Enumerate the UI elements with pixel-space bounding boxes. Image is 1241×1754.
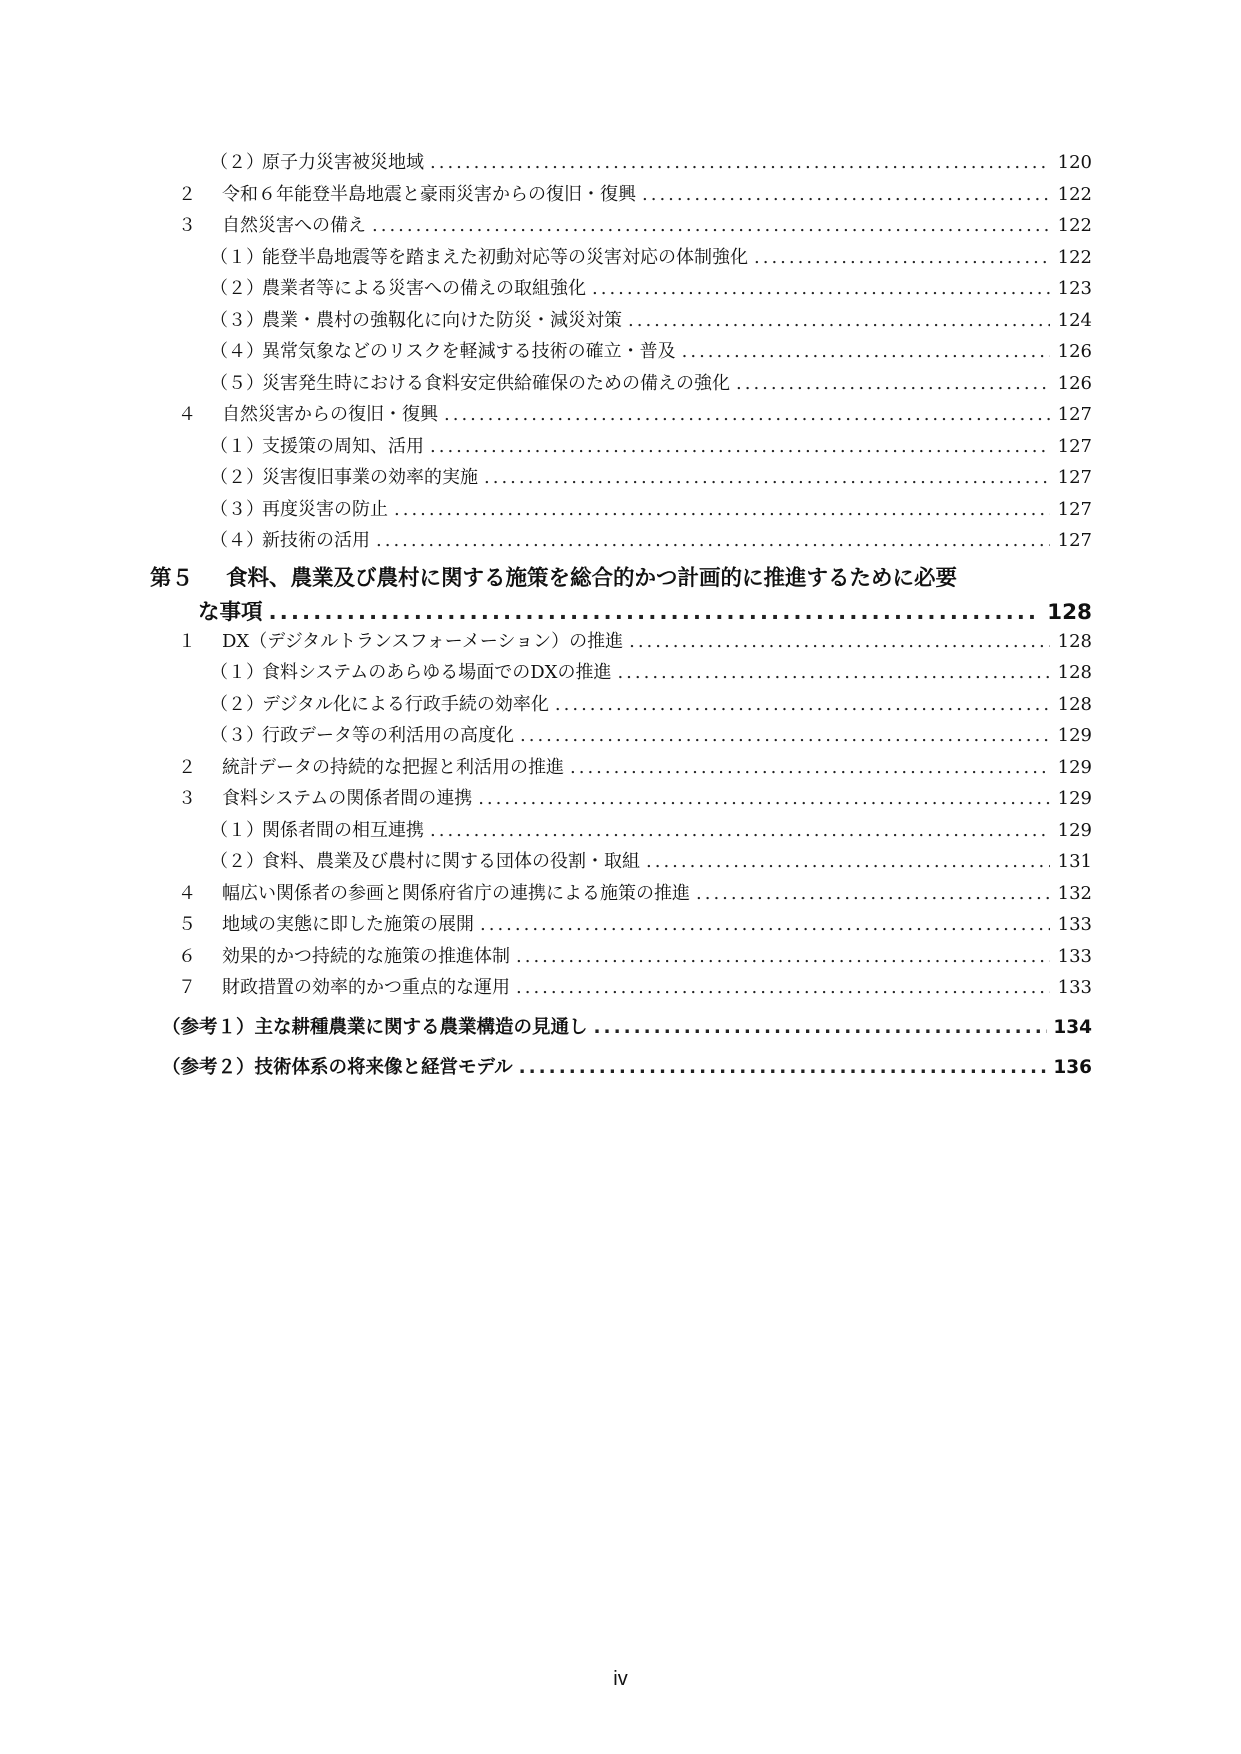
toc-entry[interactable]: ７ 財政措置の効率的かつ重点的な運用 ..... 133	[150, 973, 1092, 1005]
toc-entry-text: 能登半島地震等を踏まえた初動対応等の災害対応の体制強化	[262, 246, 748, 268]
leader-dots	[480, 914, 1050, 935]
toc-page-number: 129	[1057, 819, 1092, 841]
leader-dots	[520, 725, 1050, 746]
toc-entry-text: 自然災害からの復旧・復興	[222, 404, 438, 425]
toc-page-number: 129	[1057, 788, 1092, 809]
leader-dots	[682, 341, 1050, 362]
leader-dots	[444, 404, 1050, 425]
toc-page-number: 128	[1057, 693, 1092, 715]
toc-entry-text: （参考１）主な耕種農業に関する農業構造の見通し	[162, 1016, 588, 1038]
toc-entry-text: DX（デジタルトランスフォーメーション）の推進	[222, 630, 624, 652]
toc-entry-text: 令和６年能登半島地震と豪雨災害からの復旧・復興	[222, 183, 636, 205]
toc-chapter-heading[interactable]	[150, 561, 1092, 627]
table-of-contents	[150, 148, 1092, 1093]
toc-page-number: 133	[1057, 945, 1092, 967]
toc-entry[interactable]: （４） 異常気象などのリスクを軽減する技術の確立・普及 ..... 126	[150, 337, 1092, 369]
toc-entry[interactable]: （１） 能登半島地震等を踏まえた初動対応等の災害対応の体制強化 ..... 122	[150, 243, 1092, 275]
toc-entry[interactable]: （１） 食料システムのあらゆる場面でのDXの推進 ..... 128	[150, 658, 1092, 690]
toc-entry[interactable]: （３） 行政データ等の利活用の高度化 ..... 129	[150, 721, 1092, 753]
toc-entry[interactable]: ６ 効果的かつ持続的な施策の推進体制 ..... 133	[150, 942, 1092, 974]
toc-entry[interactable]: ２ 令和６年能登半島地震と豪雨災害からの復旧・復興 ..... 122	[150, 180, 1092, 212]
leader-dots	[519, 1057, 1048, 1078]
toc-entry[interactable]: （３） 再度災害の防止 ..... 127	[150, 495, 1092, 527]
toc-page-number: 131	[1057, 851, 1092, 872]
leader-dots	[430, 820, 1050, 841]
toc-page-number: 127	[1057, 498, 1092, 520]
chapter-number: 第５	[150, 565, 194, 591]
chapter-title-line-1: 食料、農業及び農村に関する施策を総合的かつ計画的に推進するために必要	[226, 565, 958, 591]
toc-page-number: 127	[1057, 404, 1092, 425]
toc-page-number: 126	[1057, 341, 1092, 362]
toc-entry-text: 財政措置の効率的かつ重点的な運用	[222, 977, 510, 998]
leader-dots	[484, 467, 1050, 488]
toc-block-1	[150, 148, 1092, 558]
toc-reference-entry[interactable]	[150, 1013, 1092, 1053]
toc-entry[interactable]: （２） 原子力災害被災地域 ..... 120	[150, 148, 1092, 180]
leader-dots	[696, 883, 1050, 904]
leader-dots	[516, 977, 1050, 998]
toc-page-number: 128	[1057, 662, 1092, 683]
toc-entry-text: 関係者間の相互連携	[262, 819, 424, 841]
leader-dots	[555, 694, 1050, 715]
toc-page-number: 132	[1057, 882, 1092, 904]
toc-entry-text: 自然災害への備え	[222, 215, 366, 236]
toc-entry-text: 効果的かつ持続的な施策の推進体制	[222, 945, 510, 967]
toc-page-number: 127	[1057, 467, 1092, 488]
leader-dots	[394, 499, 1050, 520]
toc-entry-text: 農業者等による災害への備えの取組強化	[262, 278, 586, 299]
leader-dots	[478, 788, 1050, 809]
leader-dots	[628, 310, 1050, 331]
chapter-title-line-2: な事項	[198, 599, 263, 625]
toc-page-number: 122	[1057, 183, 1092, 205]
leader-dots	[629, 631, 1050, 652]
toc-page-number: 127	[1057, 530, 1092, 551]
toc-entry-text: 地域の実態に即した施策の展開	[222, 914, 474, 935]
toc-page-number: 134	[1053, 1016, 1092, 1038]
toc-page-number: 129	[1057, 725, 1092, 746]
toc-page-number: 120	[1057, 152, 1092, 173]
toc-page-number: 133	[1057, 914, 1092, 935]
toc-references	[150, 1013, 1092, 1093]
toc-entry[interactable]: （２） 農業者等による災害への備えの取組強化 ..... 123	[150, 274, 1092, 306]
toc-entry-text: 統計データの持続的な把握と利活用の推進	[222, 756, 564, 778]
leader-dots	[594, 1017, 1048, 1038]
toc-entry[interactable]: （３） 農業・農村の強靱化に向けた防災・減災対策 ..... 124	[150, 306, 1092, 338]
toc-entry[interactable]: １ DX（デジタルトランスフォーメーション）の推進 ..... 128	[150, 627, 1092, 659]
toc-entry-text: 災害復旧事業の効率的実施	[262, 467, 478, 488]
leader-dots	[592, 278, 1050, 299]
toc-entry[interactable]: （２） 災害復旧事業の効率的実施 ..... 127	[150, 463, 1092, 495]
leader-dots	[617, 662, 1050, 683]
page-number-footer: iv	[613, 1668, 628, 1690]
toc-reference-entry[interactable]	[150, 1053, 1092, 1093]
toc-page-number: 123	[1057, 278, 1092, 299]
toc-entry-text: 再度災害の防止	[262, 498, 388, 520]
leader-dots	[736, 373, 1050, 394]
toc-entry[interactable]: （１） 関係者間の相互連携 ..... 129	[150, 816, 1092, 848]
toc-entry-text: デジタル化による行政手続の効率化	[262, 693, 549, 715]
toc-entry-text: 幅広い関係者の参画と関係府省庁の連携による施策の推進	[222, 882, 690, 904]
toc-entry-text: 災害発生時における食料安定供給確保のための備えの強化	[262, 372, 730, 394]
toc-entry-text: 異常気象などのリスクを軽減する技術の確立・普及	[262, 341, 676, 362]
toc-page-number: 128	[1047, 599, 1092, 625]
toc-page-number: 129	[1057, 756, 1092, 778]
toc-page-number: 122	[1057, 215, 1092, 236]
toc-entry[interactable]: ５ 地域の実態に即した施策の展開 ..... 133	[150, 910, 1092, 942]
toc-entry[interactable]: ２ 統計データの持続的な把握と利活用の推進 ..... 129	[150, 753, 1092, 785]
toc-entry-text: 支援策の周知、活用	[262, 435, 424, 457]
toc-entry-text: 食料システムの関係者間の連携	[222, 788, 473, 809]
toc-entry-text: 農業・農村の強靱化に向けた防災・減災対策	[262, 309, 622, 331]
leader-dots	[376, 530, 1050, 551]
leader-dots	[269, 600, 1042, 625]
leader-dots	[570, 757, 1050, 778]
toc-page-number: 124	[1057, 309, 1092, 331]
toc-entry[interactable]: （５） 災害発生時における食料安定供給確保のための備えの強化 ..... 126	[150, 369, 1092, 401]
toc-entry-text: 食料システムのあらゆる場面でのDXの推進	[262, 662, 612, 683]
toc-entry-text: 食料、農業及び農村に関する団体の役割・取組	[262, 851, 640, 872]
toc-page-number: 128	[1057, 630, 1092, 652]
toc-entry[interactable]: （４） 新技術の活用 ..... 127	[150, 526, 1092, 558]
toc-page-number: 126	[1057, 372, 1092, 394]
toc-page-number: 136	[1053, 1056, 1092, 1078]
toc-entry-text: （参考２）技術体系の将来像と経営モデル	[162, 1056, 513, 1078]
toc-entry[interactable]: （２） 食料、農業及び農村に関する団体の役割・取組 ..... 131	[150, 847, 1092, 879]
leader-dots	[646, 851, 1050, 872]
toc-page-number: 133	[1057, 977, 1092, 998]
toc-entry[interactable]: ３ 食料システムの関係者間の連携 ..... 129	[150, 784, 1092, 816]
leader-dots	[754, 247, 1050, 268]
leader-dots	[642, 184, 1050, 205]
toc-entry-text: 行政データ等の利活用の高度化	[262, 725, 514, 746]
leader-dots	[430, 436, 1050, 457]
toc-entry[interactable]: （１） 支援策の周知、活用 ..... 127	[150, 432, 1092, 464]
leader-dots	[372, 215, 1050, 236]
toc-entry-text: 原子力災害被災地域	[262, 152, 424, 173]
toc-entry-text: 新技術の活用	[262, 530, 370, 551]
toc-entry[interactable]: （２） デジタル化による行政手続の効率化 ..... 128	[150, 690, 1092, 722]
toc-page-number: 127	[1057, 435, 1092, 457]
toc-entry[interactable]: ４ 自然災害からの復旧・復興 ..... 127	[150, 400, 1092, 432]
toc-entry[interactable]: ３ 自然災害への備え ..... 122	[150, 211, 1092, 243]
toc-page-number: 122	[1057, 246, 1092, 268]
toc-entry[interactable]: ４ 幅広い関係者の参画と関係府省庁の連携による施策の推進 ..... 132	[150, 879, 1092, 911]
leader-dots	[516, 946, 1050, 967]
leader-dots	[430, 152, 1050, 173]
toc-block-2	[150, 627, 1092, 1005]
